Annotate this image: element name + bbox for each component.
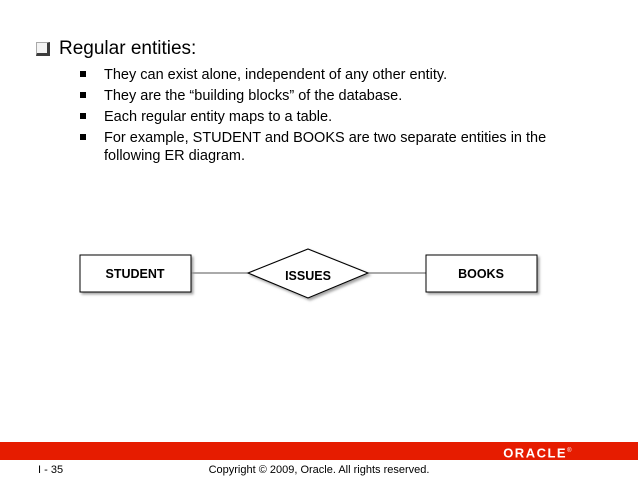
bullet-text: They are the “building blocks” of the database. [104, 88, 403, 104]
oracle-logo [503, 444, 573, 460]
entity-student-label: STUDENT [105, 267, 165, 281]
copyright-notice: Copyright © 2009, Oracle. All rights reserved. [208, 464, 430, 476]
relationship-issues-label: ISSUES [285, 269, 331, 283]
entity-student [80, 255, 191, 292]
relationship-issues [248, 249, 368, 298]
page-number: I - 35 [38, 464, 64, 476]
bullet-text: For example, STUDENT and BOOKS are two separate entities in the following ER diagram. [104, 130, 547, 164]
heading-text: Regular entities: [59, 38, 197, 59]
oracle-logo-text: ORACLE [503, 445, 568, 461]
bullet-text: They can exist alone, independent of any other entity. [104, 67, 448, 83]
bullet-text: Each regular entity maps to a table. [104, 109, 333, 125]
entity-books [426, 255, 537, 292]
entity-books-label: BOOKS [458, 267, 504, 281]
registered-mark-icon: ® [567, 448, 573, 454]
